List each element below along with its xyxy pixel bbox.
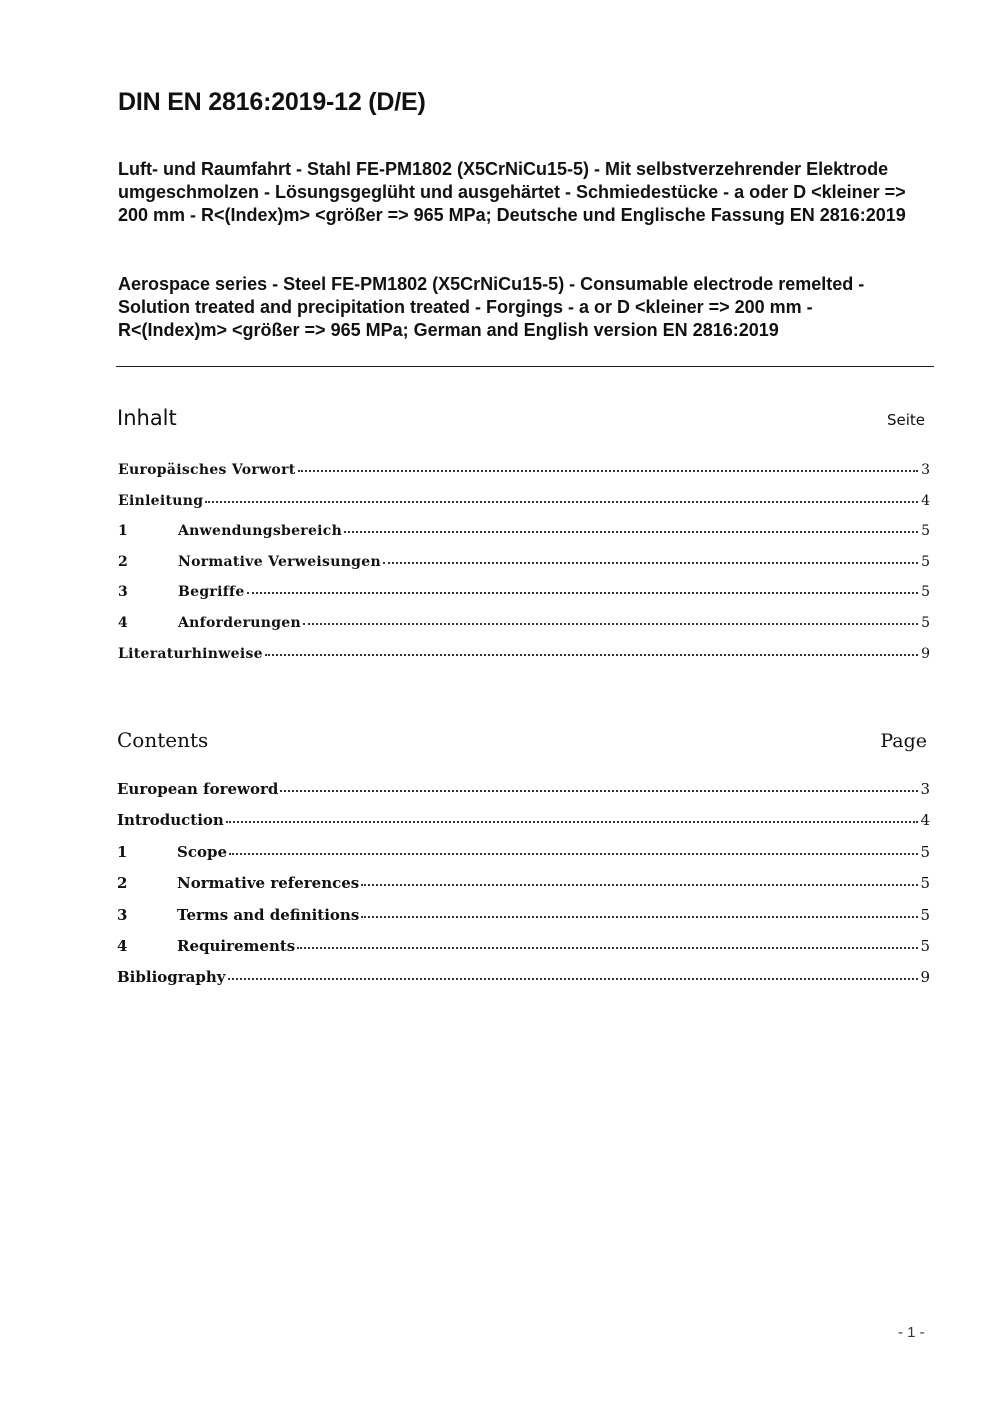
toc-entry[interactable] bbox=[117, 968, 930, 999]
toc-entry-number: 3 bbox=[117, 905, 128, 924]
toc-entry[interactable] bbox=[117, 906, 930, 937]
toc-entry-page: 5 bbox=[920, 905, 930, 924]
toc-entry-text: Anwendungsbereich bbox=[178, 523, 343, 540]
toc-entry-text: Terms and definitions bbox=[177, 905, 360, 924]
toc-entry-text: European foreword bbox=[117, 780, 279, 798]
toc-entry-text: Requirements bbox=[177, 936, 296, 955]
toc-entry-page: 5 bbox=[921, 553, 930, 570]
document-title: DIN EN 2816:2019-12 (D/E) bbox=[118, 88, 426, 116]
toc-entry-page: 9 bbox=[920, 968, 930, 987]
toc-entry-page: 5 bbox=[921, 523, 930, 540]
toc-leader-dots bbox=[303, 623, 918, 625]
toc-entry[interactable] bbox=[118, 462, 930, 493]
toc-leader-dots bbox=[229, 853, 918, 855]
toc-entry[interactable] bbox=[118, 646, 930, 677]
toc-entry[interactable] bbox=[117, 843, 930, 874]
toc-entry-page: 5 bbox=[920, 936, 930, 955]
toc-entry-text: Anforderungen bbox=[178, 614, 301, 631]
toc-entry-page: 9 bbox=[921, 645, 930, 662]
toc-heading-contents: Contents bbox=[117, 728, 209, 752]
title-english: Aerospace series - Steel FE-PM1802 (X5CrNiCu15-5) - Consumable electrode remelted - Solution treated and precipitation treated - Forgings - a or D <kleiner => 200 mm - R<(Index)m> <größer => 965 MPa; German and English version EN 2816:2019 bbox=[118, 274, 865, 340]
toc-heading-inhalt: Inhalt bbox=[117, 406, 177, 430]
toc-leader-dots bbox=[226, 821, 918, 823]
toc-entry-number: 3 bbox=[118, 584, 128, 601]
toc-entry[interactable] bbox=[118, 523, 930, 554]
toc-entry-text: Einleitung bbox=[118, 492, 204, 509]
header-divider bbox=[116, 366, 934, 367]
toc-entry-text: Scope bbox=[177, 842, 228, 861]
page-number: - 1 - bbox=[898, 1324, 925, 1341]
toc-leader-dots bbox=[361, 884, 918, 886]
toc-leader-dots bbox=[361, 916, 918, 918]
toc-entry[interactable] bbox=[118, 615, 930, 646]
toc-entry-page: 3 bbox=[921, 462, 930, 478]
toc-entry-text: Normative Verweisungen bbox=[178, 553, 381, 570]
toc-entry-page: 5 bbox=[921, 584, 930, 601]
toc-german bbox=[118, 462, 930, 676]
toc-leader-dots bbox=[265, 654, 918, 656]
toc-page-label-page: Page bbox=[880, 730, 927, 752]
toc-header-english bbox=[117, 728, 927, 752]
toc-leader-dots bbox=[297, 947, 918, 949]
toc-entry-text: Europäisches Vorwort bbox=[118, 462, 296, 478]
toc-entry-text: Begriffe bbox=[178, 584, 245, 601]
toc-leader-dots bbox=[344, 531, 918, 533]
toc-leader-dots bbox=[228, 978, 919, 980]
toc-entry-number: 4 bbox=[118, 614, 128, 631]
toc-entry[interactable] bbox=[117, 780, 930, 811]
toc-entry-text: Introduction bbox=[117, 811, 224, 830]
toc-page-label-seite: Seite bbox=[886, 411, 925, 429]
toc-entry[interactable] bbox=[117, 874, 930, 905]
toc-entry-number: 1 bbox=[118, 523, 128, 540]
toc-leader-dots bbox=[205, 501, 918, 503]
toc-entry-number: 2 bbox=[118, 553, 128, 570]
toc-entry-page: 4 bbox=[921, 492, 930, 509]
toc-entry[interactable] bbox=[118, 584, 930, 615]
toc-leader-dots bbox=[247, 592, 918, 594]
toc-entry[interactable] bbox=[117, 937, 930, 968]
toc-leader-dots bbox=[280, 790, 918, 792]
toc-entry-text: Bibliography bbox=[117, 968, 226, 987]
toc-entry-text: Literaturhinweise bbox=[118, 645, 263, 662]
toc-leader-dots bbox=[298, 470, 918, 472]
title-german: Luft- und Raumfahrt - Stahl FE-PM1802 (X5CrNiCu15-5) - Mit selbstverzehrender Elektrode umgeschmolzen - Lösungsgeglüht und ausgehärtet - Schmiedestücke - a oder D <kleiner => 200 mm - R<(Index)m> <größer => 965 MPa; Deutsche und Englische Fassung EN 2816:2019 bbox=[118, 159, 906, 225]
toc-entry-number: 2 bbox=[117, 874, 128, 893]
toc-entry-page: 5 bbox=[920, 842, 930, 861]
toc-english bbox=[117, 780, 930, 1000]
toc-entry[interactable] bbox=[118, 554, 930, 585]
toc-header-german bbox=[117, 406, 927, 430]
toc-entry[interactable] bbox=[117, 811, 930, 842]
toc-entry-number: 4 bbox=[117, 936, 128, 955]
toc-entry-number: 1 bbox=[117, 842, 128, 861]
toc-entry-page: 3 bbox=[920, 780, 930, 798]
toc-entry-page: 5 bbox=[920, 874, 930, 893]
toc-leader-dots bbox=[383, 562, 918, 564]
toc-entry-text: Normative references bbox=[177, 874, 360, 893]
toc-entry[interactable] bbox=[118, 493, 930, 524]
toc-entry-page: 4 bbox=[920, 811, 930, 830]
toc-entry-page: 5 bbox=[921, 614, 930, 631]
